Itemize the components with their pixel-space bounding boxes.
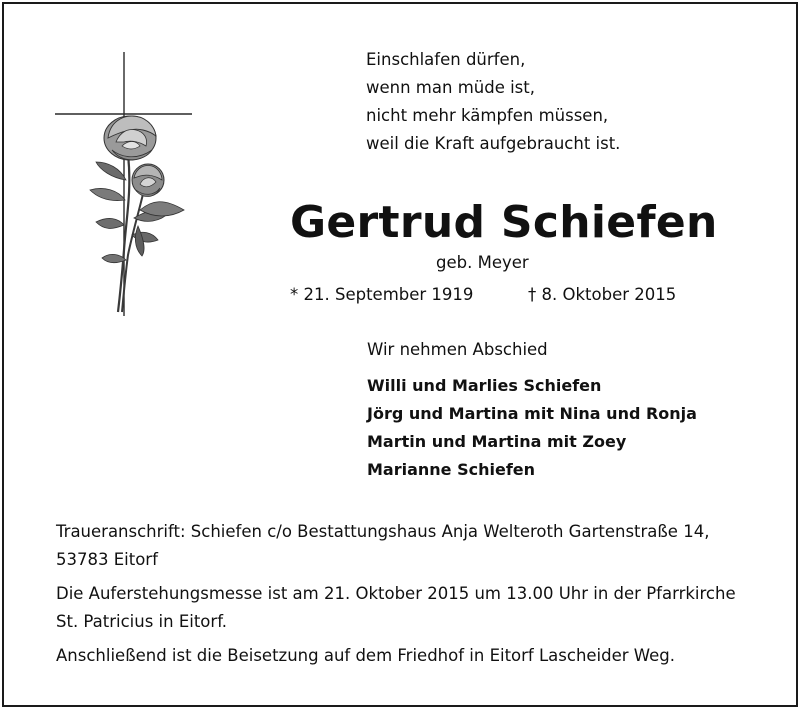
mourner-name: Jörg und Martina mit Nina und Ronja [367,404,697,423]
funeral-details [56,518,756,676]
poem-line: weil die Kraft aufgebraucht ist. [366,134,621,153]
mourning-address [56,518,756,574]
mourner-name: Willi und Marlies Schiefen [367,376,602,395]
address-line: 53783 Eitorf [56,550,158,569]
poem-line: Einschlafen dürfen, [366,50,526,69]
mass-line: St. Patricius in Eitorf. [56,612,228,631]
mourner-name: Marianne Schiefen [367,460,536,479]
mass-info [56,580,756,636]
maiden-name: geb. Meyer [436,253,529,272]
poem [366,46,620,158]
poem-line: wenn man müde ist, [366,78,535,97]
burial-info: Anschließend ist die Beisetzung auf dem Friedhof in Eitorf Lascheider Weg. [56,646,676,665]
mourner-name: Martin und Martina mit Zoey [367,432,627,451]
mass-line: Die Auferstehungsmesse ist am 21. Oktober 2015 um 13.00 Uhr in der Pfarrkirche [56,584,736,603]
farewell-intro: Wir nehmen Abschied [367,340,548,359]
death-date: † 8. Oktober 2015 [528,285,677,304]
birth-date: * 21. September 1919 [290,285,474,304]
cross-with-roses-icon [52,50,197,318]
address-line: Traueranschrift: Schiefen c/o Bestattungshaus Anja Welteroth Gartenstraße 14, [56,522,710,541]
deceased-name: Gertrud Schiefen [290,197,718,248]
poem-line: nicht mehr kämpfen müssen, [366,106,609,125]
mourners-list [367,372,697,484]
